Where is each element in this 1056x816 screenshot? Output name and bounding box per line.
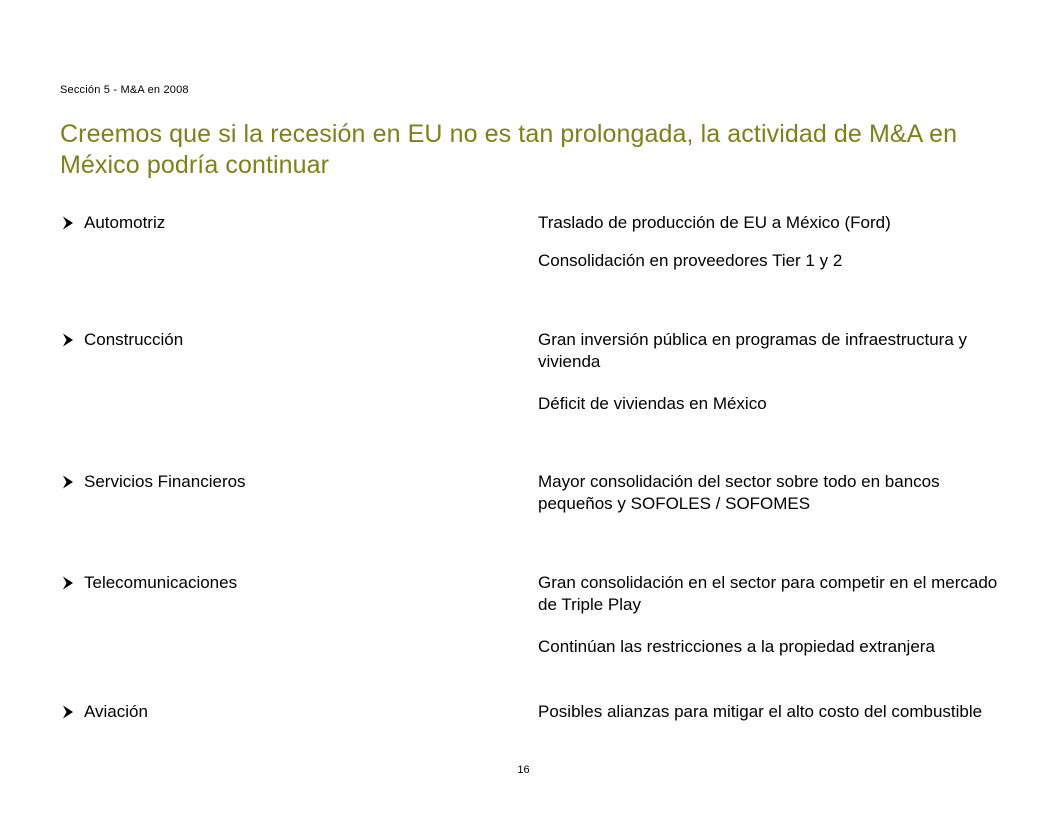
sector-aviacion	[60, 701, 148, 722]
sector-servicios-financieros	[60, 471, 246, 492]
sector-label: Aviación	[84, 702, 148, 721]
sector-label: Telecomunicaciones	[84, 573, 238, 592]
sector-point: Déficit de viviendas en México	[538, 394, 767, 413]
sector-point: Continúan las restricciones a la propiedad extranjera	[538, 637, 935, 656]
page-number: 16	[517, 764, 530, 776]
sector-point: Mayor consolidación del sector sobre todo en bancos pequeños y SOFOLES / SOFOMES	[538, 472, 940, 513]
sector-label: Automotriz	[84, 213, 166, 232]
arrowhead-bullet-icon	[60, 474, 81, 490]
sector-point: Consolidación en proveedores Tier 1 y 2	[538, 251, 843, 270]
sector-automotriz	[60, 212, 165, 233]
sector-construccion	[60, 329, 183, 350]
sector-label: Construcción	[84, 330, 184, 349]
arrowhead-bullet-icon	[60, 575, 81, 591]
arrowhead-bullet-icon	[60, 215, 81, 231]
page-title: Creemos que si la recesión en EU no es tan prolongada, la actividad de M&A en México podría continuar	[60, 120, 958, 179]
sector-point: Posibles alianzas para mitigar el alto costo del combustible	[538, 702, 983, 721]
arrowhead-bullet-icon	[60, 704, 81, 720]
sector-telecomunicaciones	[60, 572, 237, 593]
sector-point: Gran consolidación en el sector para competir en el mercado de Triple Play	[538, 573, 998, 614]
section-label: Sección 5 - M&A en 2008	[60, 84, 189, 96]
arrowhead-bullet-icon	[60, 332, 81, 348]
sector-point: Traslado de producción de EU a México (Ford)	[538, 213, 891, 232]
sector-point: Gran inversión pública en programas de infraestructura y vivienda	[538, 330, 967, 371]
sector-label: Servicios Financieros	[84, 472, 246, 491]
